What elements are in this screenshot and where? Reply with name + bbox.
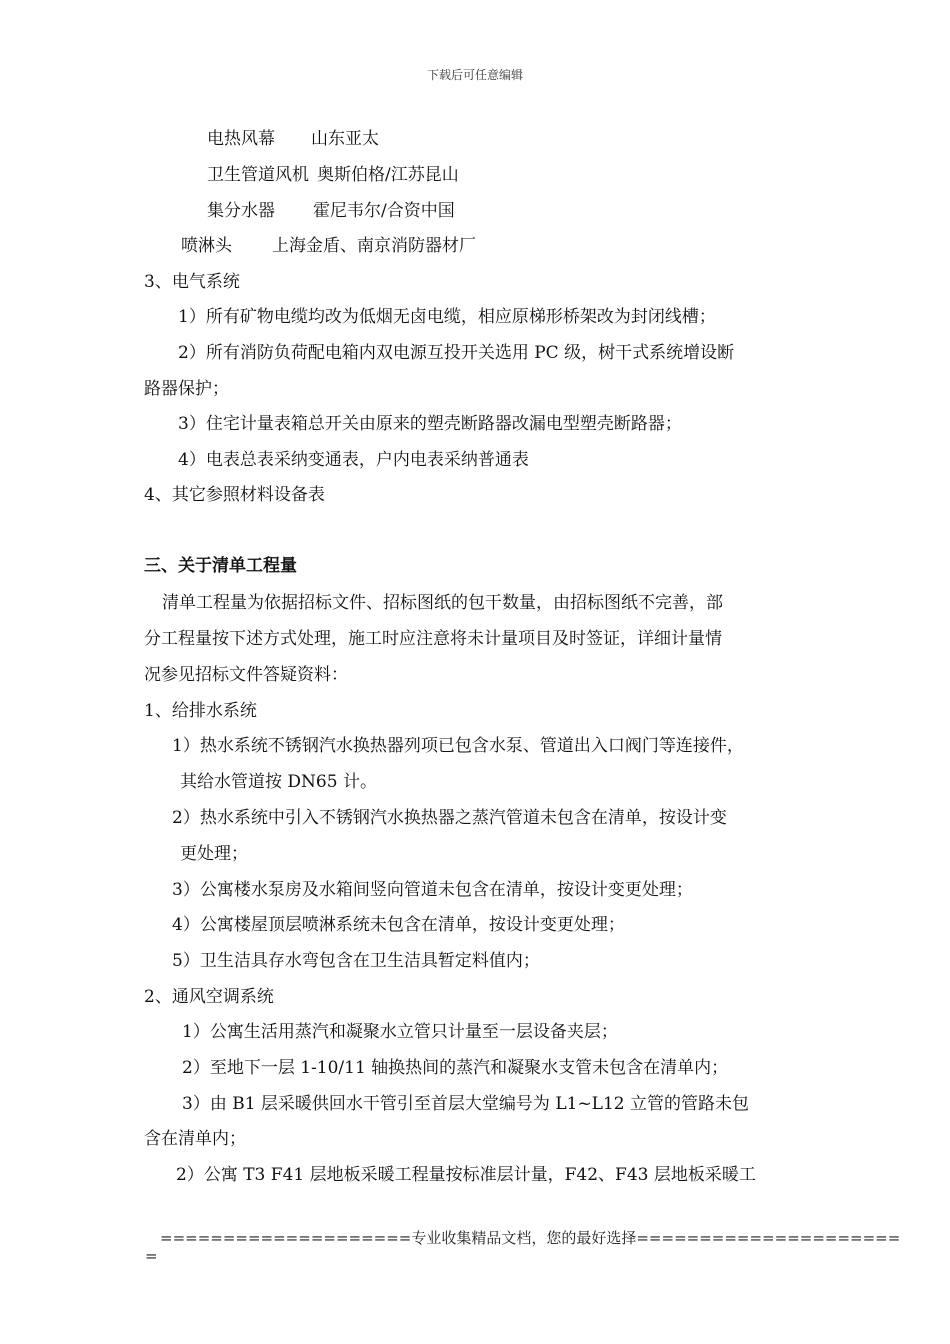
intro-paragraph: 况参见招标文件答疑资料： xyxy=(144,665,348,685)
plumbing-item: 4）公寓楼屋顶层喷淋系统未包含在清单，按设计变更处理； xyxy=(172,915,625,935)
equipment-row xyxy=(207,200,455,222)
equipment-brand: 上海金盾、南京消防器材厂 xyxy=(272,236,476,256)
equipment-name: 卫生管道风机 xyxy=(207,165,309,185)
plumbing-item: 2）热水系统中引入不锈钢汽水换热器之蒸汽管道未包含在清单，按设计变 xyxy=(172,808,727,828)
footer-banner: ====================专业收集精品文档，您的最好选择===================== xyxy=(160,1229,901,1247)
electrical-item: 1）所有矿物电缆均改为低烟无卤电缆，相应原梯形桥架改为封闭线槽； xyxy=(178,307,716,327)
intro-paragraph: 分工程量按下述方式处理，施工时应注意将未计量项目及时签证，详细计量情 xyxy=(144,629,722,649)
section-title: 三、关于清单工程量 xyxy=(144,556,297,576)
plumbing-heading: 1、给排水系统 xyxy=(144,701,257,721)
footer-banner-tail: = xyxy=(145,1247,158,1265)
electrical-heading: 3、电气系统 xyxy=(144,272,240,292)
equipment-row xyxy=(181,235,476,257)
equipment-brand: 奥斯伯格/江苏昆山 xyxy=(317,165,459,185)
equipment-row xyxy=(207,128,379,150)
plumbing-item-cont: 更处理； xyxy=(180,844,248,864)
equipment-row xyxy=(207,164,459,186)
plumbing-item-cont: 其给水管道按 DN65 计。 xyxy=(180,772,377,792)
equipment-brand: 霍尼韦尔/合资中国 xyxy=(313,201,455,221)
plumbing-item: 1）热水系统不锈钢汽水换热器列项已包含水泵、管道出入口阀门等连接件， xyxy=(172,736,744,756)
intro-paragraph: 清单工程量为依据招标文件、招标图纸的包干数量，由招标图纸不完善，部 xyxy=(162,593,723,613)
electrical-item: 2）所有消防负荷配电箱内双电源互投开关选用 PC 级，树干式系统增设断 xyxy=(178,343,735,363)
electrical-item: 4）电表总表采纳变通表，户内电表采纳普通表 xyxy=(178,450,529,470)
other-heading: 4、其它参照材料设备表 xyxy=(144,485,325,505)
hvac-item-cont: 含在清单内； xyxy=(144,1129,246,1149)
page-header: 下载后可任意编辑 xyxy=(426,68,523,82)
hvac-heading: 2、通风空调系统 xyxy=(144,987,274,1007)
equipment-name: 集分水器 xyxy=(207,201,275,221)
equipment-name: 喷淋头 xyxy=(181,236,232,256)
plumbing-item: 5）卫生洁具存水弯包含在卫生洁具暂定料值内； xyxy=(172,951,540,971)
equipment-name: 电热风幕 xyxy=(207,129,275,149)
electrical-item-cont: 路器保护； xyxy=(144,379,229,399)
hvac-item: 2）至地下一层 1-10/11 轴换热间的蒸汽和凝聚水支管未包含在清单内； xyxy=(182,1058,729,1078)
plumbing-item: 3）公寓楼水泵房及水箱间竖向管道未包含在清单，按设计变更处理； xyxy=(172,880,693,900)
hvac-item: 3）由 B1 层采暖供回水干管引至首层大堂编号为 L1~L12 立管的管路未包 xyxy=(182,1094,750,1114)
equipment-brand: 山东亚太 xyxy=(311,129,379,149)
hvac-item: 1）公寓生活用蒸汽和凝聚水立管只计量至一层设备夹层； xyxy=(182,1022,618,1042)
hvac-item: 2）公寓 T3 F41 层地板采暖工程量按标准层计量，F42、F43 层地板采暖工 xyxy=(176,1165,756,1185)
electrical-item: 3）住宅计量表箱总开关由原来的塑壳断路器改漏电型塑壳断路器； xyxy=(178,414,682,434)
